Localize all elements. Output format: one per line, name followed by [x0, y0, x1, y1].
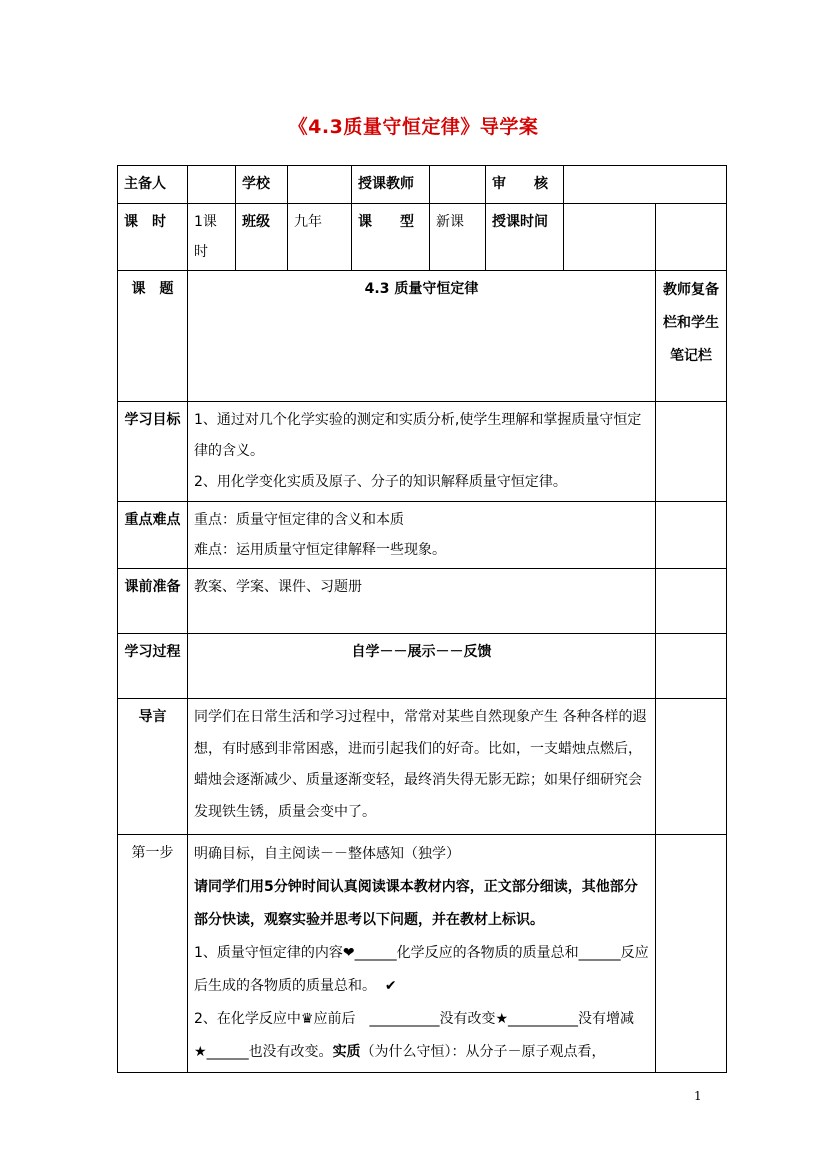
- step1-instruction: 请同学们用5分钟时间认真阅读课本教材内容，正文部分细读，其他部分部分快读，观察实验并思考以下问题，并在教材上标识。: [194, 879, 638, 928]
- topic-row: [118, 271, 727, 402]
- time-value: [564, 204, 656, 271]
- goal-item: 1、通过对几个化学实验的测定和实质分析,使学生理解和掌握质量守恒定律的含义。: [194, 412, 642, 459]
- q2-text-c: __________没有增减: [508, 1011, 635, 1027]
- notes-column-label: 教师复备栏和学生笔记栏: [656, 271, 727, 402]
- prep-label: 课前准备: [118, 569, 188, 634]
- key-point: 重点：质量守恒定律的含义和本质: [194, 512, 404, 528]
- q2-text-a: 2、在化学反应中: [194, 1011, 301, 1027]
- teacher-label: 授课教师: [352, 166, 430, 204]
- q1-text-a: 1、质量守恒定律的内容: [194, 945, 343, 961]
- q2-text-d: ______也没有改变。: [206, 1044, 333, 1060]
- intro-label: 导言: [118, 699, 188, 835]
- hours-label: 课 时: [118, 204, 188, 271]
- step1-content: [188, 835, 656, 1073]
- notes-cell: [656, 402, 727, 502]
- key-points-content: [188, 502, 656, 569]
- q2-text-b: 应前后 __________没有改变: [313, 1011, 496, 1027]
- page-number: 1: [694, 1089, 702, 1103]
- star-icon: ★: [495, 1011, 509, 1027]
- school-label: 学校: [236, 166, 288, 204]
- notes-cell: [656, 502, 727, 569]
- q2-essence-label: 实质: [332, 1044, 361, 1060]
- q2-text-e: （为什么守恒）：从分子－原子观点看，: [360, 1044, 606, 1060]
- type-label: 课 型: [352, 204, 430, 271]
- goals-label: 学习目标: [118, 402, 188, 502]
- goals-row: [118, 402, 727, 502]
- type-value: 新课: [430, 204, 486, 271]
- topic-label: 课 题: [118, 271, 188, 402]
- key-points-label: 重点难点: [118, 502, 188, 569]
- goal-item: 2、用化学变化实质及原子、分子的知识解释质量守恒定律。: [194, 474, 567, 490]
- process-label: 学习过程: [118, 634, 188, 699]
- goals-content: [188, 402, 656, 502]
- process-row: [118, 634, 727, 699]
- notes-cell: [656, 835, 727, 1073]
- lesson-plan-table: [117, 165, 727, 1073]
- question-2: [194, 1003, 649, 1069]
- difficult-point: 难点：运用质量守恒定律解释一些现象。: [194, 542, 446, 558]
- header-row-2: [118, 204, 727, 271]
- document-title: 《4.3质量守恒定律》导学案: [288, 116, 539, 138]
- empty-cell: [656, 204, 727, 271]
- notes-cell: [656, 699, 727, 835]
- review-value: [564, 166, 727, 204]
- notes-cell: [656, 569, 727, 634]
- step1-row: [118, 835, 727, 1073]
- preparer-value: [188, 166, 236, 204]
- question-1: [194, 937, 649, 1003]
- intro-text: 同学们在日常生活和学习过程中，常常对某些自然现象产生 各种各样的遐想，有时感到非常困惑，进而引起我们的好奇。比如，一支蜡烛点燃后，蜡烛会逐渐减少、质量逐渐变轻，最终消失得无影无踪；如果仔细研究会发现铁生锈，质量会变中了。: [188, 699, 656, 835]
- process-value: 自学－－展示－－反馈: [188, 634, 656, 699]
- q1-text-b: ______化学反应的各物质的质量总和______反应后生成的各物质的质量总和。: [194, 945, 649, 994]
- star-icon: ★: [194, 1044, 207, 1060]
- topic-value: 4.3 质量守恒定律: [188, 271, 656, 402]
- checkmark-icon: ✔: [384, 978, 397, 994]
- prep-row: [118, 569, 727, 634]
- step1-label: 第一步: [118, 835, 188, 1073]
- header-row-1: [118, 166, 727, 204]
- crown-icon: ♛: [300, 1011, 314, 1027]
- key-points-row: [118, 502, 727, 569]
- step1-heading: 明确目标，自主阅读－－整体感知（独学）: [194, 846, 460, 862]
- class-label: 班级: [236, 204, 288, 271]
- broken-heart-icon: ❤: [342, 945, 355, 961]
- review-label: 审 核: [486, 166, 564, 204]
- notes-cell: [656, 634, 727, 699]
- prep-value: 教案、学案、课件、习题册: [188, 569, 656, 634]
- class-value: 九年: [288, 204, 352, 271]
- intro-row: [118, 699, 727, 835]
- teacher-value: [430, 166, 486, 204]
- preparer-label: 主备人: [118, 166, 188, 204]
- hours-value: 1课时: [188, 204, 236, 271]
- school-value: [288, 166, 352, 204]
- time-label: 授课时间: [486, 204, 564, 271]
